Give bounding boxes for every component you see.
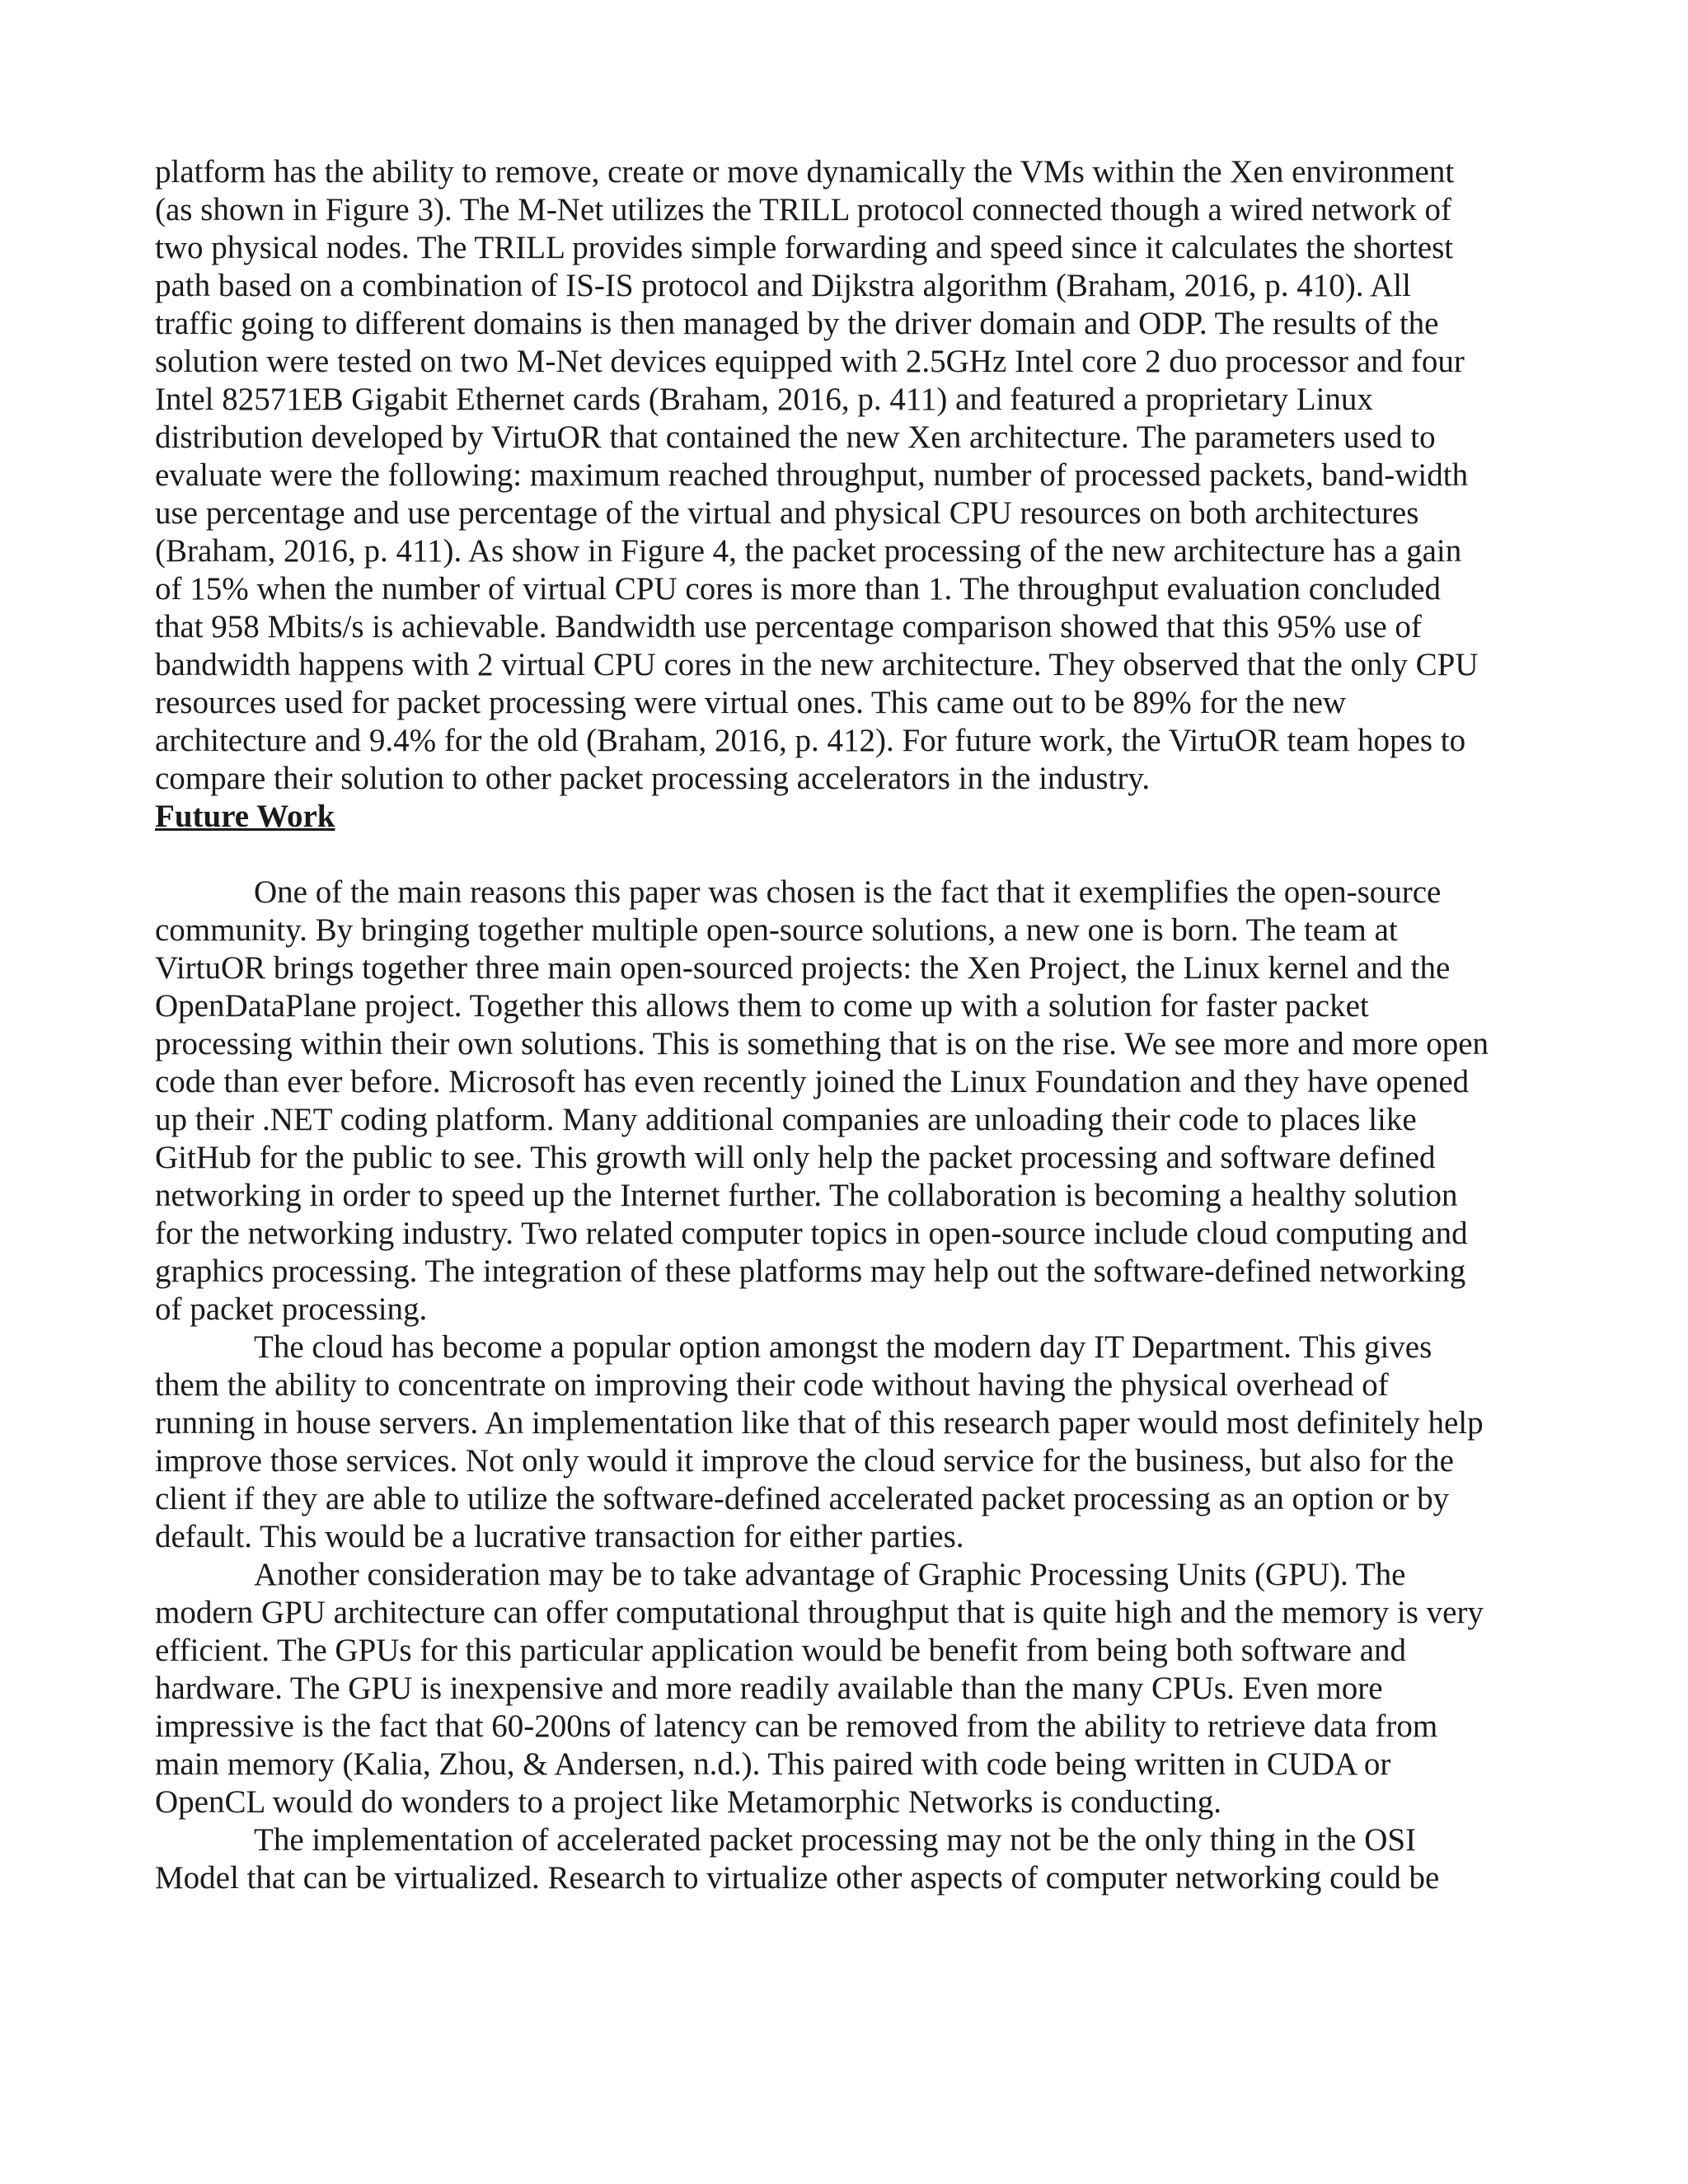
text-line: resources used for packet processing were virtual ones. This came out to be 89% for the new <box>155 685 1347 720</box>
text-line: Another consideration may be to take advantage of Graphic Processing Units (GPU). The <box>254 1557 1406 1592</box>
text-line: evaluate were the following: maximum reached throughput, number of processed packets, band-width <box>155 457 1469 493</box>
text-line: efficient. The GPUs for this particular application would be benefit from being both software and <box>155 1633 1407 1668</box>
text-line: graphics processing. The integration of these platforms may help out the software-defined networking <box>155 1254 1466 1289</box>
text-line: Intel 82571EB Gigabit Ethernet cards (Braham, 2016, p. 411) and featured a proprietary Linux <box>155 382 1373 417</box>
text-line: them the ability to concentrate on improving their code without having the physical overhead of <box>155 1367 1389 1403</box>
text-line: Model that can be virtualized. Research to virtualize other aspects of computer networking could be <box>155 1860 1440 1896</box>
text-line: compare their solution to other packet processing accelerators in the industry. <box>155 761 1151 796</box>
text-line: code than ever before. Microsoft has even recently joined the Linux Foundation and they have opened <box>155 1064 1470 1099</box>
text-line: (as shown in Figure 3). The M-Net utilizes the TRILL protocol connected though a wired network of <box>155 192 1451 227</box>
text-line: improve those services. Not only would it improve the cloud service for the business, but also for the <box>155 1443 1454 1479</box>
text-line: up their .NET coding platform. Many additional companies are unloading their code to places like <box>155 1102 1417 1137</box>
text-line: traffic going to different domains is then managed by the driver domain and ODP. The results of the <box>155 306 1439 341</box>
text-line: GitHub for the public to see. This growth will only help the packet processing and software defined <box>155 1140 1436 1175</box>
text-line: default. This would be a lucrative transaction for either parties. <box>155 1519 964 1554</box>
text-line: two physical nodes. The TRILL provides simple forwarding and speed since it calculates the shortest <box>155 230 1454 265</box>
text-line: distribution developed by VirtuOR that contained the new Xen architecture. The parameters used to <box>155 419 1436 455</box>
text-line: bandwidth happens with 2 virtual CPU cores in the new architecture. They observed that the only CPU <box>155 647 1479 682</box>
text-line: The implementation of accelerated packet processing may not be the only thing in the OSI <box>254 1822 1417 1858</box>
document-page <box>155 153 1540 1897</box>
text-line: for the networking industry. Two related computer topics in open-source include cloud computing and <box>155 1216 1468 1251</box>
text-line: One of the main reasons this paper was chosen is the fact that it exemplifies the open-source <box>254 874 1442 910</box>
text-line: that 958 Mbits/s is achievable. Bandwidth use percentage comparison showed that this 95% use of <box>155 609 1422 644</box>
paragraph-open-source <box>155 874 1540 1329</box>
paragraph-osi-model <box>155 1821 1540 1897</box>
text-line: (Braham, 2016, p. 411). As show in Figure 4, the packet processing of the new architecture has a gain <box>155 533 1462 569</box>
text-line: of 15% when the number of virtual CPU cores is more than 1. The throughput evaluation concluded <box>155 571 1441 607</box>
text-line: OpenCL would do wonders to a project like Metamorphic Networks is conducting. <box>155 1784 1221 1820</box>
text-line: modern GPU architecture can offer computational throughput that is quite high and the memory is very <box>155 1595 1484 1630</box>
opening-paragraph <box>155 153 1540 798</box>
text-line: networking in order to speed up the Internet further. The collaboration is becoming a healthy solution <box>155 1178 1458 1213</box>
text-line: community. By bringing together multiple open-source solutions, a new one is born. The team at <box>155 912 1398 948</box>
text-line: The cloud has become a popular option amongst the modern day IT Department. This gives <box>254 1329 1432 1365</box>
text-line: impressive is the fact that 60-200ns of latency can be removed from the ability to retrieve data from <box>155 1708 1438 1744</box>
future-work-body <box>155 874 1540 1897</box>
text-line: solution were tested on two M-Net devices equipped with 2.5GHz Intel core 2 duo processor and four <box>155 344 1465 379</box>
text-line: path based on a combination of IS-IS protocol and Dijkstra algorithm (Braham, 2016, p. 410). All <box>155 268 1411 303</box>
text-line: client if they are able to utilize the software-defined accelerated packet processing as an option or by <box>155 1481 1450 1516</box>
text-line: of packet processing. <box>155 1291 428 1327</box>
text-line: running in house servers. An implementation like that of this research paper would most definitely help <box>155 1405 1484 1441</box>
text-line: hardware. The GPU is inexpensive and more readily available than the many CPUs. Even more <box>155 1671 1383 1706</box>
text-line: VirtuOR brings together three main open-sourced projects: the Xen Project, the Linux kernel and the <box>155 950 1451 986</box>
text-line: main memory (Kalia, Zhou, & Andersen, n.d.). This paired with code being written in CUDA or <box>155 1746 1391 1782</box>
text-line: use percentage and use percentage of the virtual and physical CPU resources on both architectures <box>155 495 1419 531</box>
text-line: architecture and 9.4% for the old (Braham, 2016, p. 412). For future work, the VirtuOR team hopes to <box>155 723 1466 758</box>
text-line: platform has the ability to remove, create or move dynamically the VMs within the Xen environment <box>155 154 1455 190</box>
section-heading-future-work: Future Work <box>155 799 335 834</box>
paragraph-gpu <box>155 1556 1540 1821</box>
paragraph-cloud <box>155 1329 1540 1556</box>
text-line: OpenDataPlane project. Together this allows them to come up with a solution for faster packet <box>155 988 1369 1024</box>
text-line: processing within their own solutions. This is something that is on the rise. We see more and more open <box>155 1026 1489 1062</box>
